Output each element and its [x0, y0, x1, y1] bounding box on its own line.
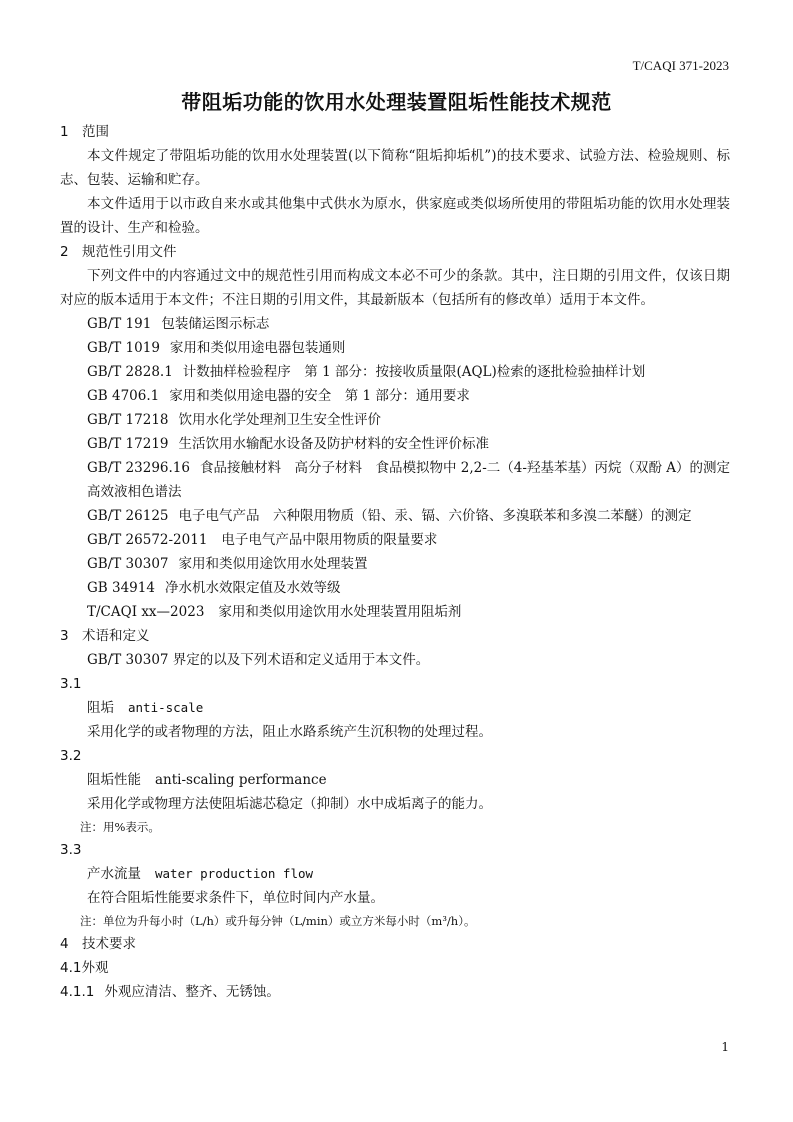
document-body [60, 120, 730, 1004]
reference-title: 家用和类似用途电器的安全 第 1 部分：通用要求 [169, 388, 470, 404]
term-definition: 采用化学的或者物理的方法，阻止水路系统产生沉积物的处理过程。 [87, 724, 492, 740]
reference-title: 家用和类似用途电器包装通则 [169, 340, 346, 356]
reference-code: GB 4706.1 [87, 388, 160, 404]
section-heading-2 [60, 240, 730, 264]
reference-code: GB/T 30307 [87, 556, 169, 572]
reference-title: 电子电气产品 六种限用物质（铅、汞、镉、六价铬、多溴联苯和多溴二苯醚）的测定 [178, 508, 692, 524]
paragraph: 本文件适用于以市政自来水或其他集中式供水为原水，供家庭或类似场所使用的带阻垢功能的饮用水处理装置的设计、生产和检验。 [60, 196, 730, 236]
term-number: 3.2 [60, 748, 82, 764]
term-entry [60, 696, 730, 720]
section-heading-1 [60, 120, 730, 144]
reference-item [60, 432, 730, 456]
clause-text: 外观应清洁、整齐、无锈蚀。 [104, 984, 280, 1000]
section-title: 术语和定义 [82, 628, 150, 644]
reference-title: 家用和类似用途饮用水处理装置用阻垢剂 [218, 604, 462, 620]
subsection-number: 4.1 [60, 960, 82, 976]
reference-code: T/CAQI xx—2023 [87, 604, 205, 620]
section-number: 3 [60, 628, 69, 644]
term-chinese: 阻垢 [87, 700, 114, 716]
reference-code: GB/T 17218 [87, 412, 169, 428]
term-entry [60, 768, 730, 792]
reference-item [60, 456, 730, 504]
reference-item [60, 504, 730, 528]
reference-code: GB/T 1019 [87, 340, 160, 356]
paragraph: 下列文件中的内容通过文中的规范性引用而构成文本必不可少的条款。其中，注日期的引用文件，仅该日期对应的版本适用于本文件；不注日期的引用文件，其最新版本（包括所有的修改单）适用于本文件。 [60, 268, 730, 308]
term-chinese: 产水流量 [87, 866, 141, 882]
reference-code: GB/T 2828.1 [87, 364, 173, 380]
section-heading-4 [60, 932, 730, 956]
reference-item [60, 360, 730, 384]
reference-title: 食品接触材料 高分子材料 食品模拟物中 2,2-二（4-羟基苯基）丙烷（双酚 A）的测定高效液相色谱法 [87, 460, 730, 500]
subsection-title: 外观 [81, 960, 109, 976]
term-english: water production flow [155, 866, 314, 881]
clause-number: 4.1.1 [60, 984, 95, 1000]
reference-code: GB 34914 [87, 580, 155, 596]
document-title: 带阻垢功能的饮用水处理装置阻垢性能技术规范 [181, 90, 612, 114]
reference-code: GB/T 191 [87, 316, 152, 332]
paragraph: GB/T 30307 界定的以及下列术语和定义适用于本文件。 [87, 652, 430, 668]
standard-number: T/CAQI 371-2023 [632, 58, 729, 73]
reference-item [60, 576, 730, 600]
term-english: anti-scale [128, 700, 204, 715]
term-definition: 采用化学或物理方法使阻垢滤芯稳定（抑制）水中成垢离子的能力。 [87, 796, 492, 812]
section-number: 1 [60, 124, 69, 140]
subsection-heading [60, 956, 730, 980]
term-note: 注：用%表示。 [80, 820, 160, 834]
section-title: 规范性引用文件 [82, 244, 177, 260]
section-number: 4 [60, 936, 69, 952]
term-english: anti-scaling performance [155, 772, 327, 788]
reference-item [60, 384, 730, 408]
reference-item [60, 336, 730, 360]
term-number: 3.3 [60, 842, 82, 858]
reference-title: 家用和类似用途饮用水处理装置 [178, 556, 368, 572]
reference-title: 净水机水效限定值及水效等级 [164, 580, 341, 596]
clause [60, 980, 730, 1004]
page-number: 1 [721, 1040, 729, 1054]
reference-code: GB/T 26572-2011 [87, 532, 208, 548]
reference-item [60, 408, 730, 432]
term-definition: 在符合阻垢性能要求条件下，单位时间内产水量。 [87, 890, 384, 906]
term-chinese: 阻垢性能 [87, 772, 141, 788]
term-number: 3.1 [60, 676, 82, 692]
reference-item [60, 600, 730, 624]
section-title: 范围 [82, 124, 109, 140]
term-entry [60, 862, 730, 886]
reference-title: 生活饮用水输配水设备及防护材料的安全性评价标准 [178, 436, 489, 452]
reference-item [60, 528, 730, 552]
reference-title: 电子电气产品中限用物质的限量要求 [221, 532, 438, 548]
reference-item [60, 312, 730, 336]
reference-code: GB/T 23296.16 [87, 460, 190, 476]
term-note: 注：单位为升每小时（L/h）或升每分钟（L/min）或立方米每小时（m³/h）。 [80, 914, 476, 928]
section-number: 2 [60, 244, 69, 260]
paragraph: 本文件规定了带阻垢功能的饮用水处理装置(以下简称“阻垢抑垢机”)的技术要求、试验方法、检验规则、标志、包装、运输和贮存。 [60, 148, 730, 188]
reference-title: 包装储运图示标志 [161, 316, 270, 332]
reference-title: 饮用水化学处理剂卫生安全性评价 [178, 412, 381, 428]
reference-code: GB/T 17219 [87, 436, 169, 452]
reference-code: GB/T 26125 [87, 508, 169, 524]
section-heading-3 [60, 624, 730, 648]
reference-title: 计数抽样检验程序 第 1 部分：按接收质量限(AQL)检索的逐批检验抽样计划 [182, 364, 646, 380]
section-title: 技术要求 [82, 936, 136, 952]
reference-item [60, 552, 730, 576]
